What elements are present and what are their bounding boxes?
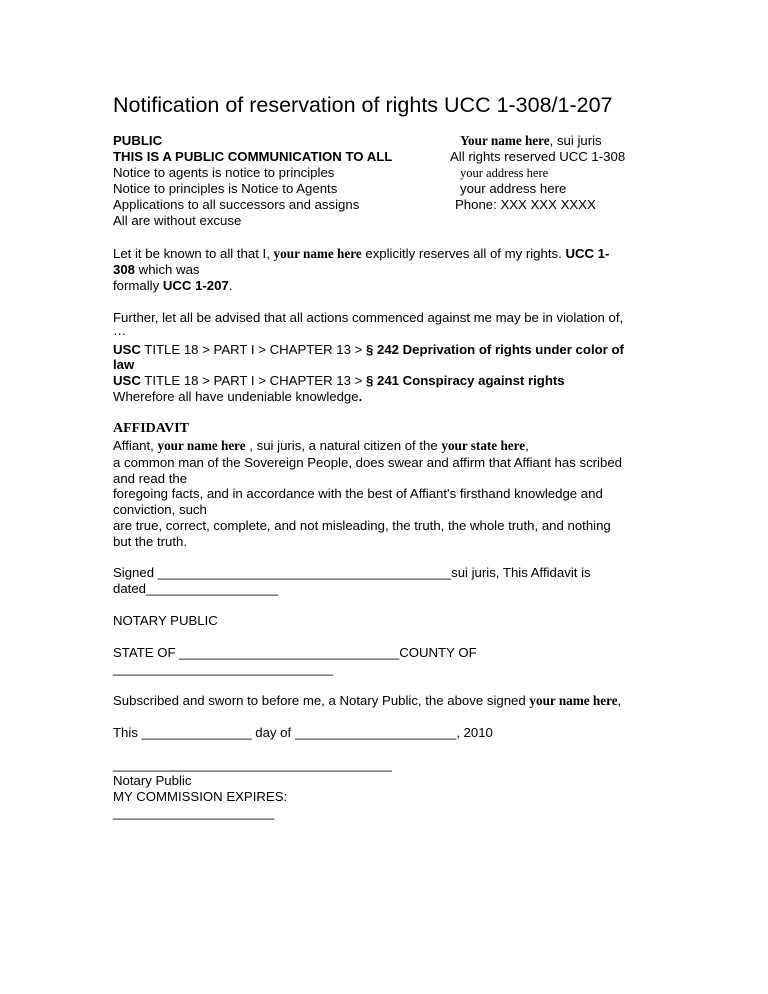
affidavit-line7: but the truth. [113, 534, 188, 549]
commission-label: MY COMMISSION EXPIRES: [113, 789, 288, 804]
affidavit-text-c: , [525, 438, 529, 453]
affidavit-heading: AFFIDAVIT [113, 421, 189, 436]
affidavit-line5: conviction, such [113, 502, 207, 517]
para1-text-b: explicitly reserves all of my rights. [361, 246, 566, 261]
commission-blank: ______________________ [113, 805, 275, 820]
usc-label: USC [113, 342, 141, 357]
header-rights: All rights reserved UCC 1-308 [450, 149, 626, 164]
para1-text-c: which was [135, 262, 200, 277]
affidavit-line2: a common man of the Sovereign People, does swear and affirm that Affiant has scribed [113, 455, 622, 470]
wherefore-line [113, 389, 362, 405]
usc-241-line [113, 373, 565, 389]
notary-signature-line: ______________________________________ [113, 757, 392, 772]
usc-242-cont: law [113, 357, 135, 372]
affidavit-text-b: , sui juris, a natural citizen of the [245, 438, 442, 453]
header-name-suffix: , sui juris [549, 133, 602, 148]
usc-label-2: USC [113, 373, 141, 388]
affidavit-text-a: Affiant, [113, 438, 158, 453]
header-principles: Notice to principles is Notice to Agents [113, 181, 338, 196]
county-blank: ______________________________ [113, 661, 334, 676]
para1-text-d: formally [113, 278, 163, 293]
usc-242: § 242 Deprivation of rights under color of [365, 342, 624, 357]
signed-line: Signed ________________________________________sui juris, This Affidavit is [113, 565, 591, 580]
header-agents: Notice to agents is notice to principles [113, 165, 335, 180]
header-successors: Applications to all successors and assigns [113, 197, 360, 212]
header-address-2: your address here [460, 181, 567, 196]
para1-ucc-a: UCC 1- [565, 246, 610, 261]
para2-ellipsis: … [113, 323, 127, 338]
para1-name: your name here [273, 246, 362, 261]
header-excuse: All are without excuse [113, 213, 242, 228]
affidavit-line1 [113, 438, 529, 454]
header-name-line [460, 133, 602, 149]
affidavit-line6: are true, correct, complete, and not misleading, the truth, the whole truth, and nothing [113, 518, 611, 533]
affidavit-state: your state here [441, 438, 526, 453]
dated-line: dated__________________ [113, 581, 279, 596]
header-name: Your name here [460, 133, 550, 148]
subscribed-line [113, 693, 621, 709]
affidavit-line3: and read the [113, 471, 188, 486]
subscribed-text: Subscribed and sworn to before me, a Notary Public, the above signed [113, 693, 530, 708]
header-phone: Phone: XXX XXX XXXX [455, 197, 596, 212]
para1-line1 [113, 246, 609, 262]
notary-heading: NOTARY PUBLIC [113, 613, 218, 628]
para1-line2 [113, 262, 200, 278]
subscribed-name: your name here [529, 693, 618, 708]
usc-242-line [113, 342, 624, 358]
usc-241: § 241 Conspiracy against rights [365, 373, 565, 388]
usc-path: TITLE 18 > PART I > CHAPTER 13 > [140, 342, 366, 357]
para2-line1: Further, let all be advised that all actions commenced against me may be in violation of, [113, 310, 624, 325]
wherefore-text: Wherefore all have undeniable knowledge [113, 389, 359, 404]
usc-path-2: TITLE 18 > PART I > CHAPTER 13 > [140, 373, 366, 388]
subscribed-end: , [617, 693, 622, 708]
para1-text-a: Let it be known to all that I, [113, 246, 274, 261]
header-public: PUBLIC [113, 133, 163, 148]
para1-line3 [113, 278, 232, 294]
wherefore-dot: . [358, 389, 363, 404]
notary-public-label: Notary Public [113, 773, 192, 788]
affidavit-name: your name here [157, 438, 246, 453]
para1-text-e: . [228, 278, 233, 293]
para1-ucc-c: UCC 1-207 [162, 278, 229, 293]
para1-ucc-b: 308 [113, 262, 136, 277]
state-county-line: STATE OF ______________________________COUNTY OF [113, 645, 477, 660]
affidavit-line4: foregoing facts, and in accordance with the best of Affiant's firsthand knowledge and [113, 486, 603, 501]
header-address-1: your address here [460, 166, 549, 180]
document-title: Notification of reservation of rights UCC 1-308/1-207 [113, 93, 613, 117]
header-communication: THIS IS A PUBLIC COMMUNICATION TO ALL [113, 149, 393, 164]
this-day-line: This _______________ day of ______________________, 2010 [113, 725, 493, 740]
